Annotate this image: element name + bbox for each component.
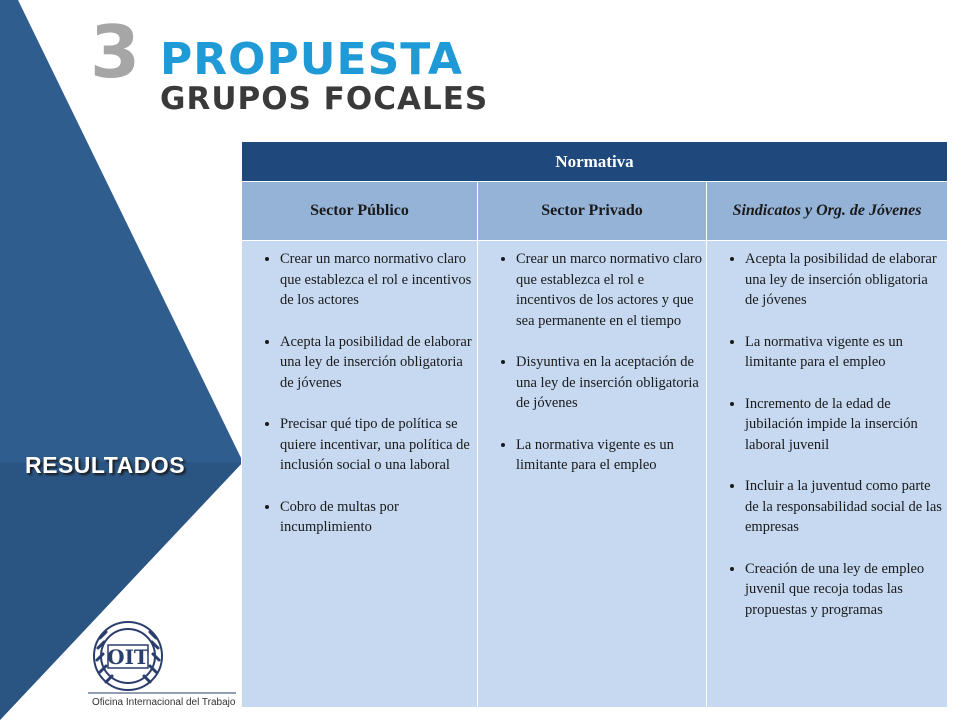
column-sector-publico <box>242 241 478 708</box>
list-item: • Acepta la posibilidad de elaborar una ley de inserción obligatoria de jóvenes <box>745 249 943 311</box>
normativa-table <box>241 141 948 708</box>
sidebar-label: RESULTADOS <box>25 452 186 478</box>
column-sindicatos <box>707 241 948 708</box>
list-item: • Crear un marco normativo claro que establezca el rol e incentivos de los actores y que sea permanente en el tiempo <box>516 249 702 331</box>
list-item: • La normativa vigente es un limitante para el empleo <box>745 332 943 373</box>
logo-caption: Oficina Internacional del Trabajo <box>92 697 236 708</box>
list-item: • Acepta la posibilidad de elaborar una ley de inserción obligatoria de jóvenes <box>280 332 473 394</box>
list-item: • Creación de una ley de empleo juvenil que recoja todas las propuestas y programas <box>745 559 943 621</box>
section-number: 3 <box>90 10 141 94</box>
page-title: PROPUESTA <box>160 34 463 85</box>
logo-text: OIT <box>107 645 149 669</box>
column-header-sector-privado: Sector Privado <box>478 182 707 241</box>
list-item: • Incluir a la juventud como parte de la responsabilidad social de las empresas <box>745 476 943 538</box>
table-title: Normativa <box>242 142 948 182</box>
list-item: • Crear un marco normativo claro que establezca el rol e incentivos de los actores <box>280 249 473 311</box>
list-item: • Precisar qué tipo de política se quiere incentivar, una política de inclusión social o una laboral <box>280 414 473 476</box>
column-header-sindicatos: Sindicatos y Org. de Jóvenes <box>707 182 948 241</box>
page-subtitle: GRUPOS FOCALES <box>160 81 489 117</box>
list-item: • Cobro de multas por incumplimiento <box>280 497 473 538</box>
list-item: • La normativa vigente es un limitante para el empleo <box>516 435 702 476</box>
column-sector-privado <box>478 241 707 708</box>
list-item: • Incremento de la edad de jubilación impide la inserción laboral juvenil <box>745 394 943 456</box>
column-header-sector-publico: Sector Público <box>242 182 478 241</box>
list-item: • Disyuntiva en la aceptación de una ley de inserción obligatoria de jóvenes <box>516 352 702 414</box>
